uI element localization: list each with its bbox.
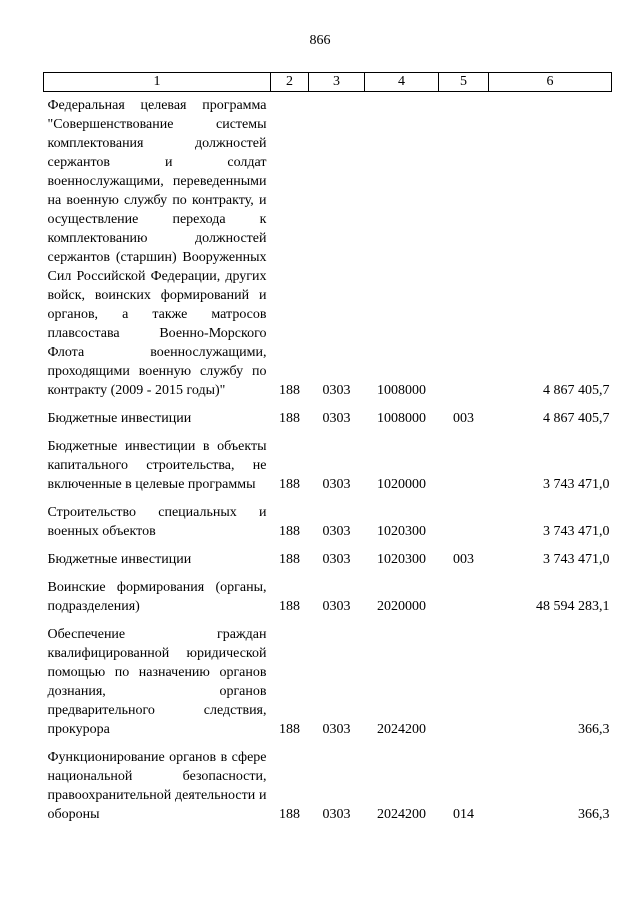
table-row [44, 428, 612, 494]
row-col-3: 0303 [322, 599, 351, 614]
header-cell-2: 2 [271, 73, 309, 92]
row-col-2: 188 [279, 383, 300, 398]
row-col-5: 003 [453, 552, 474, 567]
row-col-4: 1020000 [377, 477, 426, 492]
budget-table [43, 72, 612, 824]
row-name: Бюджетные инвестиции в объекты капитального строительства, не включенные в целевые программы [47, 439, 267, 492]
page-number: 866 [309, 33, 331, 48]
row-amount: 3 743 471,0 [543, 524, 610, 539]
row-amount: 3 743 471,0 [543, 552, 610, 567]
row-col-2: 188 [279, 807, 300, 822]
row-col-3: 0303 [322, 383, 351, 398]
row-col-2: 188 [279, 722, 300, 737]
row-col-4: 1008000 [377, 411, 426, 426]
row-col-4: 1020300 [377, 552, 426, 567]
row-amount: 48 594 283,1 [536, 599, 610, 614]
header-row [44, 73, 612, 92]
row-col-3: 0303 [322, 524, 351, 539]
table-row [44, 739, 612, 824]
row-amount: 3 743 471,0 [543, 477, 610, 492]
row-col-5 [439, 616, 489, 739]
row-name: Воинские формирования (органы, подразделения) [47, 580, 267, 614]
row-col-3: 0303 [322, 411, 351, 426]
row-col-5 [439, 569, 489, 616]
row-col-5 [439, 494, 489, 541]
row-col-3: 0303 [322, 552, 351, 567]
row-col-4: 1020300 [377, 524, 426, 539]
table-row [44, 494, 612, 541]
row-col-3: 0303 [322, 722, 351, 737]
table-row [44, 400, 612, 428]
header-cell-3: 3 [309, 73, 365, 92]
table-row [44, 541, 612, 569]
row-col-3: 0303 [322, 477, 351, 492]
row-col-4: 1008000 [377, 383, 426, 398]
row-name: Федеральная целевая программа "Совершенствование системы комплектования должностей сержантов и солдат военнослужащими, переведенными на военную службу по контракту, и осуществление перехода к комплектованию должностей сержантов (старшин) Вооруженных Сил Российской Федерации, других войск, воинских формирований и органов, а также матросов плавсостава Военно-Морского Флота военнослужащими, проходящими военную службу по контракту (2009 - 2015 годы)" [47, 98, 267, 398]
row-name: Бюджетные инвестиции [47, 552, 192, 567]
header-cell-5: 5 [439, 73, 489, 92]
table-row [44, 569, 612, 616]
row-amount: 366,3 [578, 807, 610, 822]
row-col-5: 003 [453, 411, 474, 426]
header-cell-1: 1 [44, 73, 271, 92]
row-amount: 4 867 405,7 [543, 383, 610, 398]
row-amount: 366,3 [578, 722, 610, 737]
table-row [44, 616, 612, 739]
row-col-2: 188 [279, 411, 300, 426]
header-cell-4: 4 [365, 73, 439, 92]
row-col-3: 0303 [322, 807, 351, 822]
row-col-2: 188 [279, 552, 300, 567]
row-col-2: 188 [279, 599, 300, 614]
row-col-4: 2020000 [377, 599, 426, 614]
row-name: Бюджетные инвестиции [47, 411, 192, 426]
row-col-4: 2024200 [377, 807, 426, 822]
row-col-5 [439, 428, 489, 494]
row-name: Обеспечение граждан квалифицированной юридической помощью по назначению органов дознания, органов предварительного следствия, прокурора [47, 627, 267, 737]
row-name: Функционирование органов в сфере национальной безопасности, правоохранительной деятельности и обороны [47, 750, 267, 822]
row-name: Строительство специальных и военных объектов [47, 505, 267, 539]
row-col-2: 188 [279, 477, 300, 492]
row-col-5 [439, 92, 489, 401]
row-amount: 4 867 405,7 [543, 411, 610, 426]
row-col-4: 2024200 [377, 722, 426, 737]
table-row [44, 92, 612, 401]
header-cell-6: 6 [489, 73, 612, 92]
row-col-2: 188 [279, 524, 300, 539]
row-col-5: 014 [453, 807, 474, 822]
